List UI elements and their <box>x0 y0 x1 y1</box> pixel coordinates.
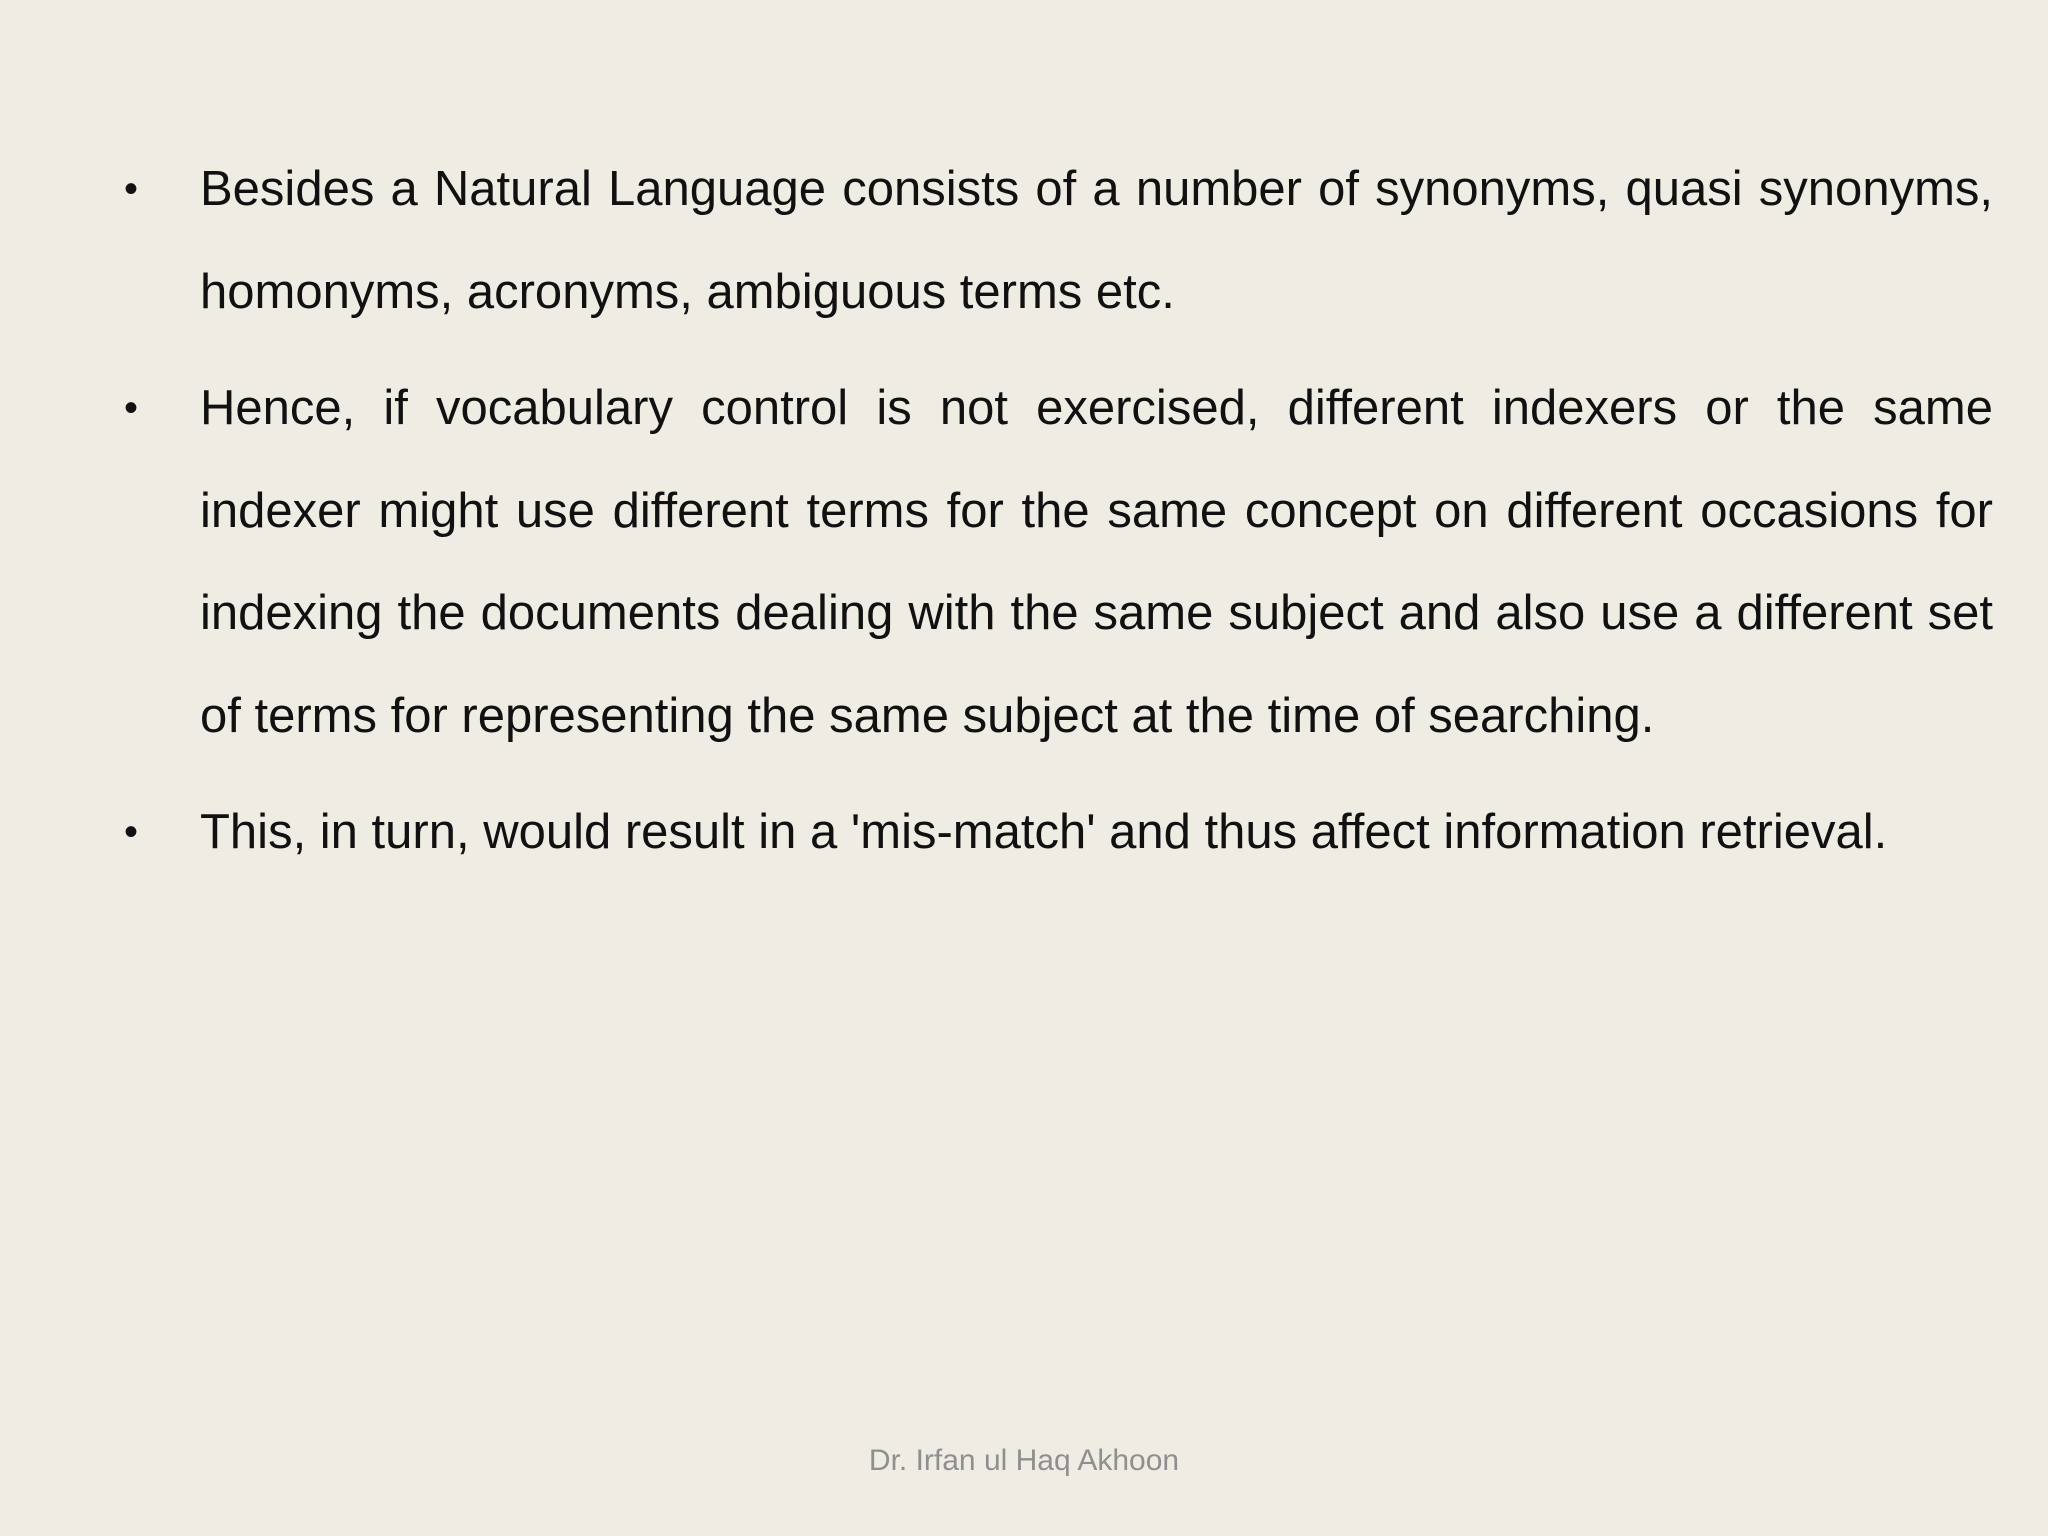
bullet-icon: • <box>124 810 139 854</box>
bullet-item <box>118 781 1993 884</box>
bullet-item <box>118 138 1993 343</box>
bullet-text: This, in turn, would result in a 'mis-match' and thus affect information retrieval. <box>200 805 1888 859</box>
bullet-text: Besides a Natural Language consists of a number of synonyms, quasi synonyms, homonyms, acronyms, ambiguous terms etc. <box>200 162 1993 319</box>
bullet-icon: • <box>124 386 139 430</box>
footer-author: Dr. Irfan ul Haq Akhoon <box>868 1444 1180 1477</box>
bullet-text: Hence, if vocabulary control is not exercised, different indexers or the same indexer might use different terms for the same concept on different occasions for indexing the documents dealing with the same subject and also use a different set of terms for representing the same subject at the time of searching. <box>200 381 1993 743</box>
bullet-icon: • <box>124 167 139 211</box>
bullet-list <box>118 138 1993 898</box>
bullet-item <box>118 357 1993 767</box>
